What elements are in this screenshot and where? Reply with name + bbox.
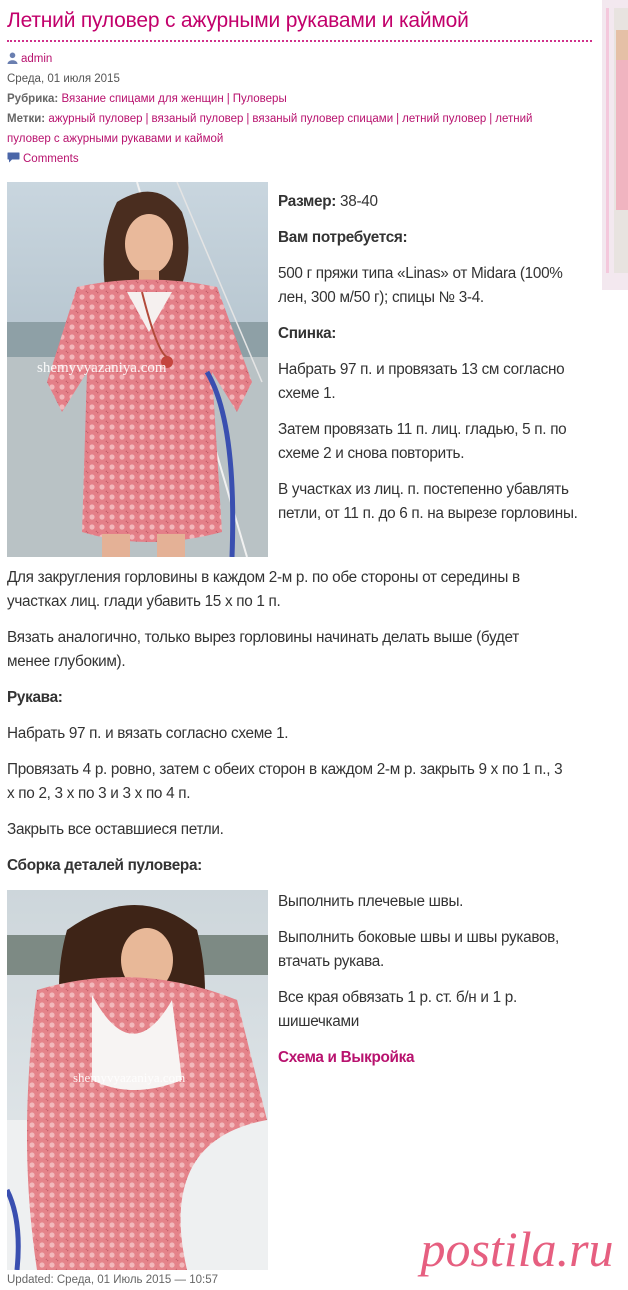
user-icon [7, 52, 18, 64]
assembly-text: Все края обвязать 1 р. ст. б/н и 1 р. [278, 989, 517, 1006]
updated-date: Updated: Среда, 01 Июль 2015 — 10:57 [7, 1274, 218, 1286]
size-line [278, 190, 378, 214]
category-link[interactable]: Пуловеры [232, 93, 287, 105]
tag-link[interactable]: пуловер с ажурными рукавами и каймой [7, 133, 224, 145]
comments-line [7, 152, 79, 166]
tag-link[interactable]: летний [495, 113, 533, 125]
back-text: В участках из лиц. п. постепенно убавлять [278, 481, 569, 498]
tag-link[interactable]: вязаный пуловер [151, 113, 244, 125]
sleeves-text: Набрать 97 п. и вязать согласно схеме 1. [7, 725, 289, 742]
svg-text:postila.ru: postila.ru [420, 1221, 614, 1277]
tags-label: Метки: [7, 113, 46, 125]
category-link[interactable]: Вязание спицами для женщин [61, 93, 224, 105]
assembly-text: шишечками [278, 1013, 359, 1030]
assembly-text: Выполнить плечевые швы. [278, 893, 464, 910]
sleeves-text: Закрыть все оставшиеся петли. [7, 821, 224, 838]
tag-link[interactable]: вязаный пуловер спицами [252, 113, 394, 125]
sidebar-thumbnail[interactable] [602, 0, 628, 290]
front-text: менее глубоким). [7, 653, 126, 670]
sleeves-heading: Рукава: [7, 689, 63, 706]
back-text: схеме 1. [278, 385, 336, 402]
watermark: shemyvyazaniya.com [73, 1070, 186, 1085]
tag-link[interactable]: летний пуловер [402, 113, 487, 125]
materials-heading: Вам потребуется: [278, 229, 408, 246]
yarn-line-1: 500 г пряжи типа «Linas» от Midara (100% [278, 265, 563, 282]
category-line: Рубрика: Вязание спицами для женщин | Пуловеры [7, 93, 287, 105]
postila-logo [411, 1218, 623, 1280]
sidebar-edge [602, 0, 628, 290]
comment-icon [7, 152, 20, 163]
tags-line-2 [7, 132, 223, 146]
comments-link[interactable]: Comments [23, 153, 79, 165]
size-value: 38-40 [336, 193, 378, 210]
author-link[interactable]: admin [21, 53, 53, 65]
author-line [7, 52, 52, 66]
tag-link[interactable]: ажурный пуловер [48, 113, 143, 125]
sleeves-text: х по 2, 3 х по 3 и 3 х по 4 п. [7, 785, 191, 802]
post-title[interactable]: Летний пуловер с ажурными рукавами и каймой [7, 9, 469, 32]
scheme-link-text[interactable]: Схема и Выкройка [278, 1049, 415, 1066]
tags-line: Метки: ажурный пуловер | вязаный пуловер | вязаный пуловер спицами | летний пуловер | летний [7, 113, 533, 125]
title-divider [7, 40, 592, 42]
back-heading: Спинка: [278, 325, 337, 342]
category-label: Рубрика: [7, 93, 59, 105]
assembly-text: Выполнить боковые швы и швы рукавов, [278, 929, 559, 946]
assembly-heading: Сборка деталей пуловера: [7, 857, 202, 874]
size-label: Размер: [278, 193, 337, 210]
back-text: петли, от 11 п. до 6 п. на вырезе горловины. [278, 505, 578, 522]
back-text: Затем провязать 11 п. лиц. гладью, 5 п. по [278, 421, 567, 438]
neck-text: участках лиц. глади убавить 15 х по 1 п. [7, 593, 281, 610]
yarn-line-2: лен, 300 м/50 г); спицы № 3-4. [278, 289, 484, 306]
sleeves-text: Провязать 4 р. ровно, затем с обеих сторон в каждом 2-м р. закрыть 9 х по 1 п., 3 [7, 761, 563, 778]
sweater-photo-back [7, 890, 268, 1270]
back-text: схеме 2 и снова повторить. [278, 445, 465, 462]
scheme-link[interactable] [278, 1046, 414, 1070]
sweater-photo-front [7, 182, 268, 557]
back-text: Набрать 97 п. и провязать 13 см согласно [278, 361, 565, 378]
front-text: Вязать аналогично, только вырез горловины начинать делать выше (будет [7, 629, 519, 646]
watermark: shemyvyazaniya.com [37, 360, 167, 376]
assembly-text: втачать рукава. [278, 953, 384, 970]
post-date: Среда, 01 июля 2015 [7, 73, 120, 85]
neck-text: Для закругления горловины в каждом 2-м р. по обе стороны от середины в [7, 569, 520, 586]
